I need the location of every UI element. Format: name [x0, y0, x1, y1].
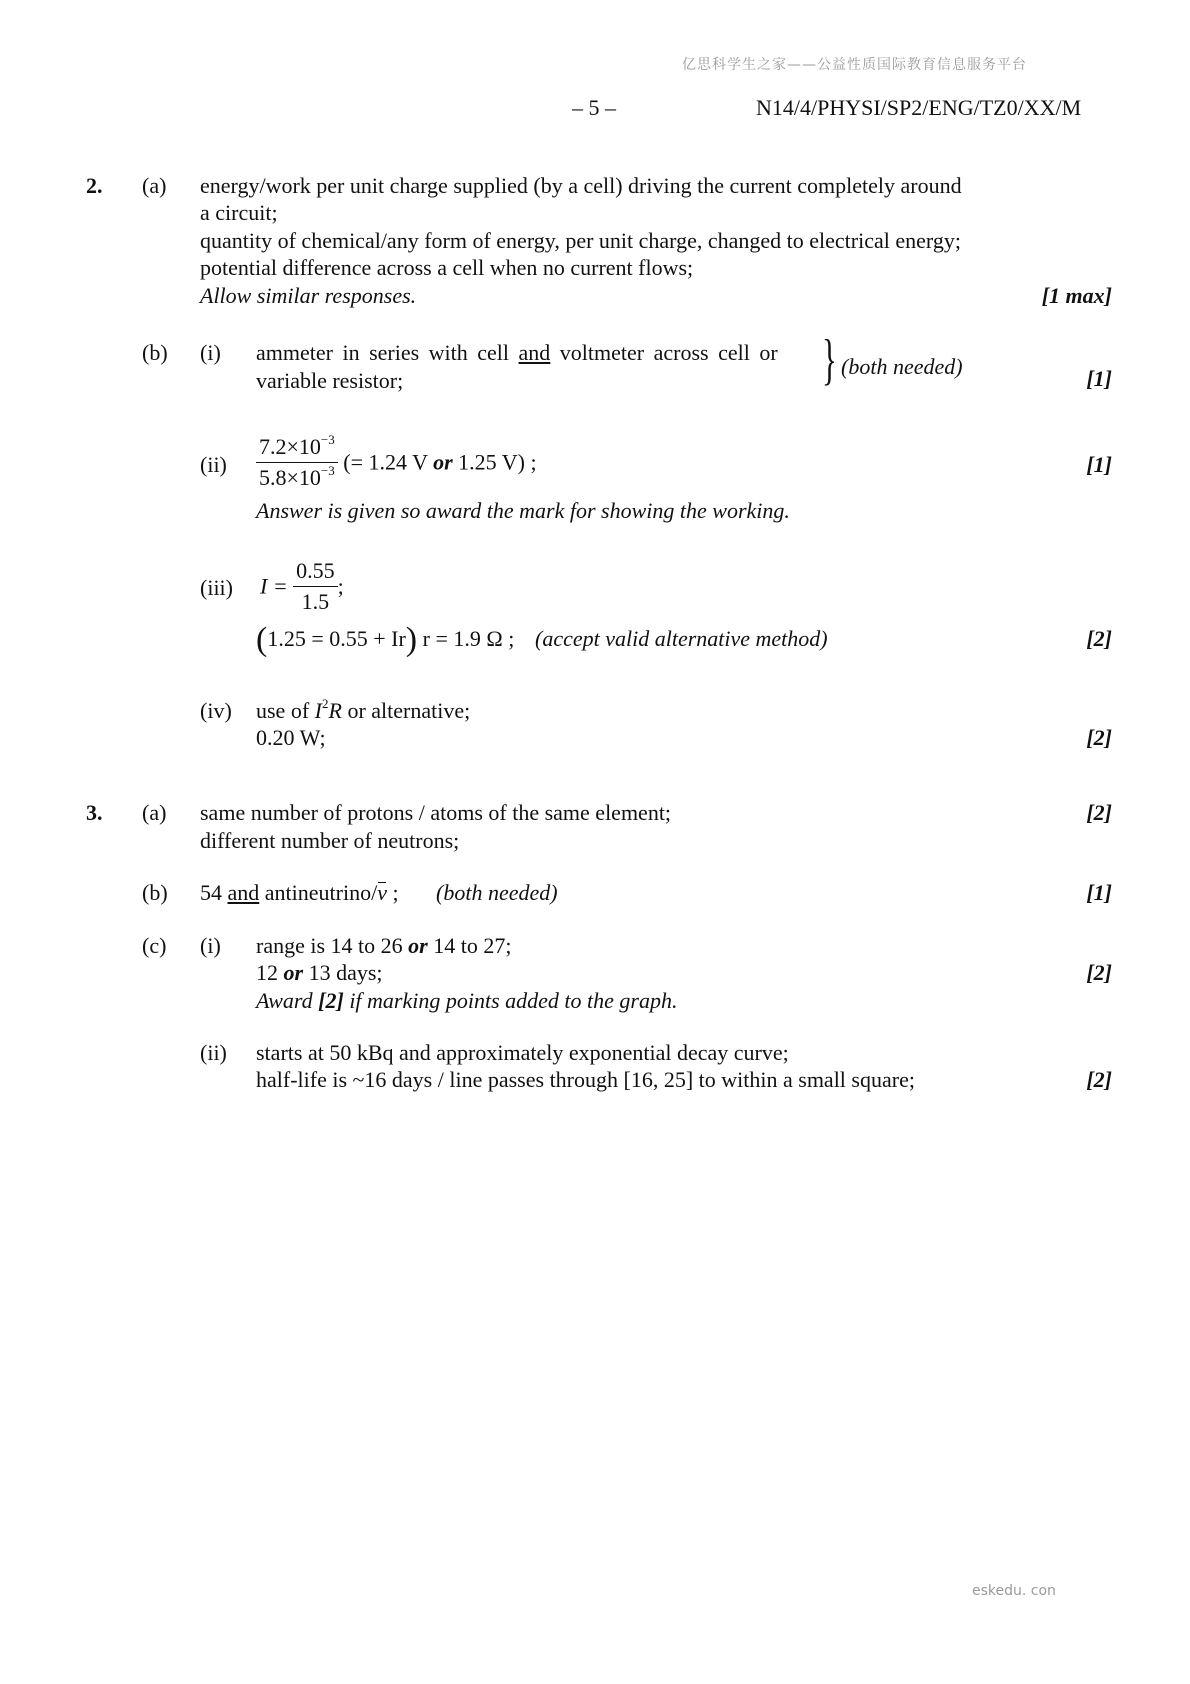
q3a-mark: [2]	[1086, 800, 1112, 825]
q2biii-note: (accept valid alternative method)	[535, 626, 828, 651]
paper-code: N14/4/PHYSI/SP2/ENG/TZ0/XX/M	[756, 95, 1082, 120]
q3a-line1: same number of protons / atoms of the same element;	[200, 800, 672, 825]
q2biv-line1: use of $I^2R$ or alternative;	[256, 695, 471, 723]
q3b-label: (b)	[142, 880, 168, 905]
q3ci-mark: [2]	[1086, 960, 1112, 985]
question-3-number: 3.	[86, 800, 103, 825]
q3c-label: (c)	[142, 933, 167, 958]
watermark-text: 亿思科学生之家——公益性质国际教育信息服务平台	[682, 57, 1027, 73]
q2bi-line1: ammeter in series with cell and voltmeter across cell or	[256, 340, 778, 365]
q2biii-current-expression: I = $\frac{0.55}{1.5}$ ;	[260, 556, 344, 617]
q3ci-line2: 12 or 13 days;	[256, 960, 383, 985]
q2a-line1: energy/work per unit charge supplied (by a cell) driving the current completely around	[200, 173, 962, 198]
q2b-label: (b)	[142, 340, 168, 365]
q2a-line4: potential difference across a cell when no current flows;	[200, 255, 694, 280]
q3cii-label: (ii)	[200, 1040, 227, 1065]
q2bii-fraction: $\frac{7.2\times 10^{-3}}{5.8\times 10^{-3}}$	[256, 432, 338, 493]
q2biv-label: (iv)	[200, 698, 232, 723]
q2bii-note: Answer is given so award the mark for showing the working.	[256, 498, 790, 523]
q3b-note: (both needed)	[436, 880, 558, 905]
question-2-number: 2.	[86, 173, 103, 198]
q2biii-label: (iii)	[200, 575, 233, 600]
q2a-mark: [1 max]	[1041, 283, 1112, 308]
q3cii-line2: half-life is ~16 days / line passes through [16, 25] to within a small square;	[256, 1067, 915, 1092]
q3b-line: 54 and antineutrino/ν ;	[200, 880, 399, 905]
q3ci-label: (i)	[200, 933, 221, 958]
q2bi-mark: [1]	[1086, 366, 1112, 391]
q2biii-mark: [2]	[1086, 626, 1112, 651]
q3a-line2: different number of neutrons;	[200, 828, 460, 853]
footer-site: eskedu. con	[972, 1583, 1056, 1599]
q2bi-label: (i)	[200, 340, 221, 365]
q3a-label: (a)	[142, 800, 167, 825]
q2a-note: Allow similar responses.	[200, 283, 417, 308]
q3b-mark: [1]	[1086, 880, 1112, 905]
antineutrino-symbol: ν	[377, 880, 387, 905]
q2bii-mark: [1]	[1086, 452, 1112, 477]
q2bi-line2: variable resistor;	[256, 368, 404, 393]
q2biv-mark: [2]	[1086, 725, 1112, 750]
q2biv-line2: 0.20 W;	[256, 725, 326, 750]
q2biii-resistance-expression: (1.25 = 0.55 + Ir) r = 1.9 Ω ;	[256, 621, 515, 658]
q3ci-line1: range is 14 to 26 or 14 to 27;	[256, 933, 512, 958]
q2bii-label: (ii)	[200, 452, 227, 477]
q2a-label: (a)	[142, 173, 167, 198]
q3cii-mark: [2]	[1086, 1067, 1112, 1092]
q2bii-expression: $\frac{7.2\times 10^{-3}}{5.8\times 10^{-3}}$ (= 1.24 V or 1.25 V) ;	[256, 432, 537, 493]
page-number: – 5 –	[572, 95, 616, 120]
q3ci-note: Award [2] if marking points added to the graph.	[256, 988, 678, 1013]
q3cii-line1: starts at 50 kBq and approximately exponential decay curve;	[256, 1040, 789, 1065]
q2bi-note: (both needed)	[841, 354, 963, 379]
q2biii-fraction: $\frac{0.55}{1.5}$	[293, 556, 338, 617]
q2a-line2: a circuit;	[200, 200, 278, 225]
q2a-line3: quantity of chemical/any form of energy, per unit charge, changed to electrical energy;	[200, 228, 961, 253]
q2bi-brace: }	[822, 329, 837, 391]
